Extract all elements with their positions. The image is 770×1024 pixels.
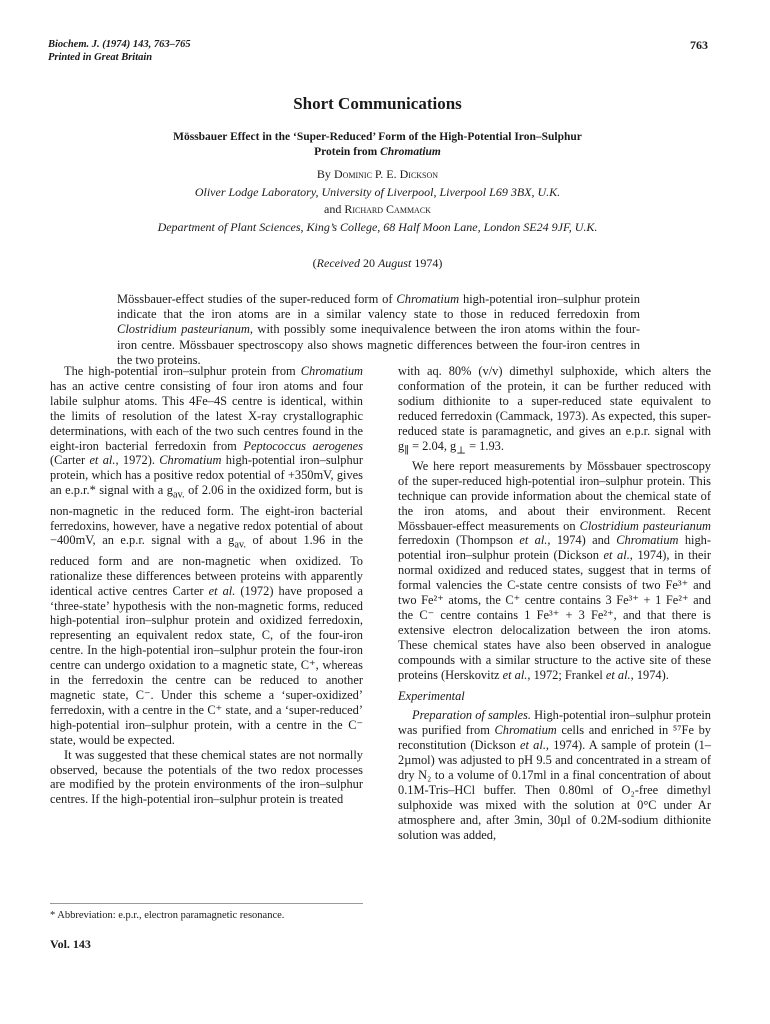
experimental-heading: Experimental — [398, 688, 465, 703]
volume-label: Vol. 143 — [50, 937, 91, 951]
title-line-1: Mössbauer Effect in the ‘Super-Reduced’ Form of the High-Potential Iron–Sulphur — [173, 131, 582, 143]
journal-header — [48, 38, 191, 64]
received-date: (Received 20 August 1974) — [312, 256, 443, 270]
left-column — [50, 364, 363, 807]
affiliation-1: Oliver Lodge Laboratory, University of Liverpool, Liverpool L69 3BX, U.K. — [194, 184, 561, 199]
author-2: and Richard Cammack — [324, 202, 431, 216]
article-title — [120, 130, 635, 160]
right-paragraph-3: Preparation of samples. High-potential iron–sulphur protein was purified from Chromatium cells and enriched in ⁵⁷Fe by reconstitution (Dickson et al., 1974). A sample of protein (1–2µmol) was adjusted to pH 9.5 and concentrated in a stream of dry N₂ to a volume of 0.17ml in a final concentration of about 0.1M-Tris–HCl buffer. Then 0.80ml of O₂-free dimethyl sulphoxide was mixed with the solution at 0°C under Ar atmosphere and, after 3min, 30µl of 0.2M-sodium dithionite solution was added, — [398, 708, 711, 842]
page-number: 763 — [690, 38, 708, 52]
left-paragraph-2: It was suggested that these chemical states are not normally observed, because the potentials of the two redox processes are modified by the protein environments of the iron–sulphur centres. If the high-potential iron–sulphur protein is treated — [50, 747, 363, 807]
author-block — [60, 166, 695, 236]
right-paragraph-1: with aq. 80% (v/v) dimethyl sulphoxide, which alters the conformation of the protein, it can be further reduced with sodium dithionite to a super-reduced state equivalent to reduced ferredoxin (Cammack, 1973). As expected, this super-reduced state is paramagnetic, and gives an e.p.r. signal with $g_\parallel = 2.04$, $g_\perp = 1.93$. — [398, 364, 711, 456]
left-paragraph-1: The high-potential iron–sulphur protein from Chromatium has an active centre consisting of four iron atoms and four labile sulphur atoms. This 4Fe–4S centre is identical, within the limits of resolution of the latest X-ray crystallographic determinations, with each of the two such centres found in the eight-iron bacterial ferredoxin from Peptococcus aerogenes (Carter et al., 1972). Chromatium high-potential iron–sulphur protein, which has a positive redox potential of +350mV, gives an e.p.r.* signal with a $g_{av.}$ of 2.06 in the oxidized form, but is non-magnetic in the reduced form. The eight-iron bacterial ferredoxins, however, have a negative redox potential of about −400mV, an e.p.r. signal with a $g_{av.}$ of about 1.96 in the reduced form and are non-magnetic when oxidized. To rationalize these differences between proteins with apparently identical active centres Carter et al. (1972) have proposed a ‘three-state’ hypothesis with the non-magnetic forms, reduced high-potential iron–sulphur protein and oxidized ferredoxin, representing an equivalent redox state, C, of the four-iron centre. In the high-potential iron–sulphur protein the four-iron centre can undergo oxidation to a magnetic state, C⁺, whereas in the ferredoxin the centre can be reduced to another magnetic state, C⁻. Under this scheme a ‘super-oxidized’ ferredoxin, with a centre in the C⁺ state, and a ‘super-reduced’ high-potential iron–sulphur protein, with a centre in the C⁻ state, would be expected. — [50, 364, 363, 747]
right-column — [398, 364, 711, 843]
footnote: * Abbreviation: e.p.r., electron paramagnetic resonance. — [50, 910, 285, 921]
author-1: By Dominic P. E. Dickson — [316, 167, 439, 181]
section-title: Short Communications — [293, 94, 462, 113]
footnote-rule — [50, 903, 363, 904]
right-paragraph-2: We here report measurements by Mössbauer spectroscopy of the super-reduced high-potential iron–sulphur protein. This technique can provide information about the chemical state of the iron atoms, and about their environment. Recent Mössbauer-effect measurements on Clostridium pasteurianum ferredoxin (Thompson et al., 1974) and Chromatium high-potential iron–sulphur protein (Dickson et al., 1974), in their normal oxidized and reduced states, suggest that in terms of formal valencies the C-state centre consists of two Fe³⁺ and two Fe²⁺ atoms, the C⁺ centre contains 3 Fe³⁺ + 1 Fe²⁺ and the C⁻ centre contains 1 Fe³⁺ + 3 Fe²⁺, and that there is extensive electron delocalization between the iron atoms. These chemical states have also been observed in analogue compounds with a similar structure to the active site of these proteins (Herskovitz et al., 1972; Frankel et al., 1974). — [398, 458, 711, 682]
printed-line: Printed in Great Britain — [48, 52, 153, 63]
journal-citation: Biochem. J. (1974) 143, 763–765 — [48, 39, 191, 50]
title-line-2: Protein from Chromatium — [314, 146, 441, 158]
affiliation-2: Department of Plant Sciences, King’s College, 68 Half Moon Lane, London SE24 9JF, U.K. — [157, 219, 598, 234]
abstract: Mössbauer-effect studies of the super-reduced form of Chromatium high-potential iron–sulphur protein indicate that the iron atoms are in a similar valency state to those in reduced ferredoxin from Clostridium pasteurianum, with possibly some inequivalence between the iron atoms within the four-iron centre. Mössbauer spectroscopy also shows magnetic differences between the four-iron centres in the two proteins. — [117, 292, 640, 367]
